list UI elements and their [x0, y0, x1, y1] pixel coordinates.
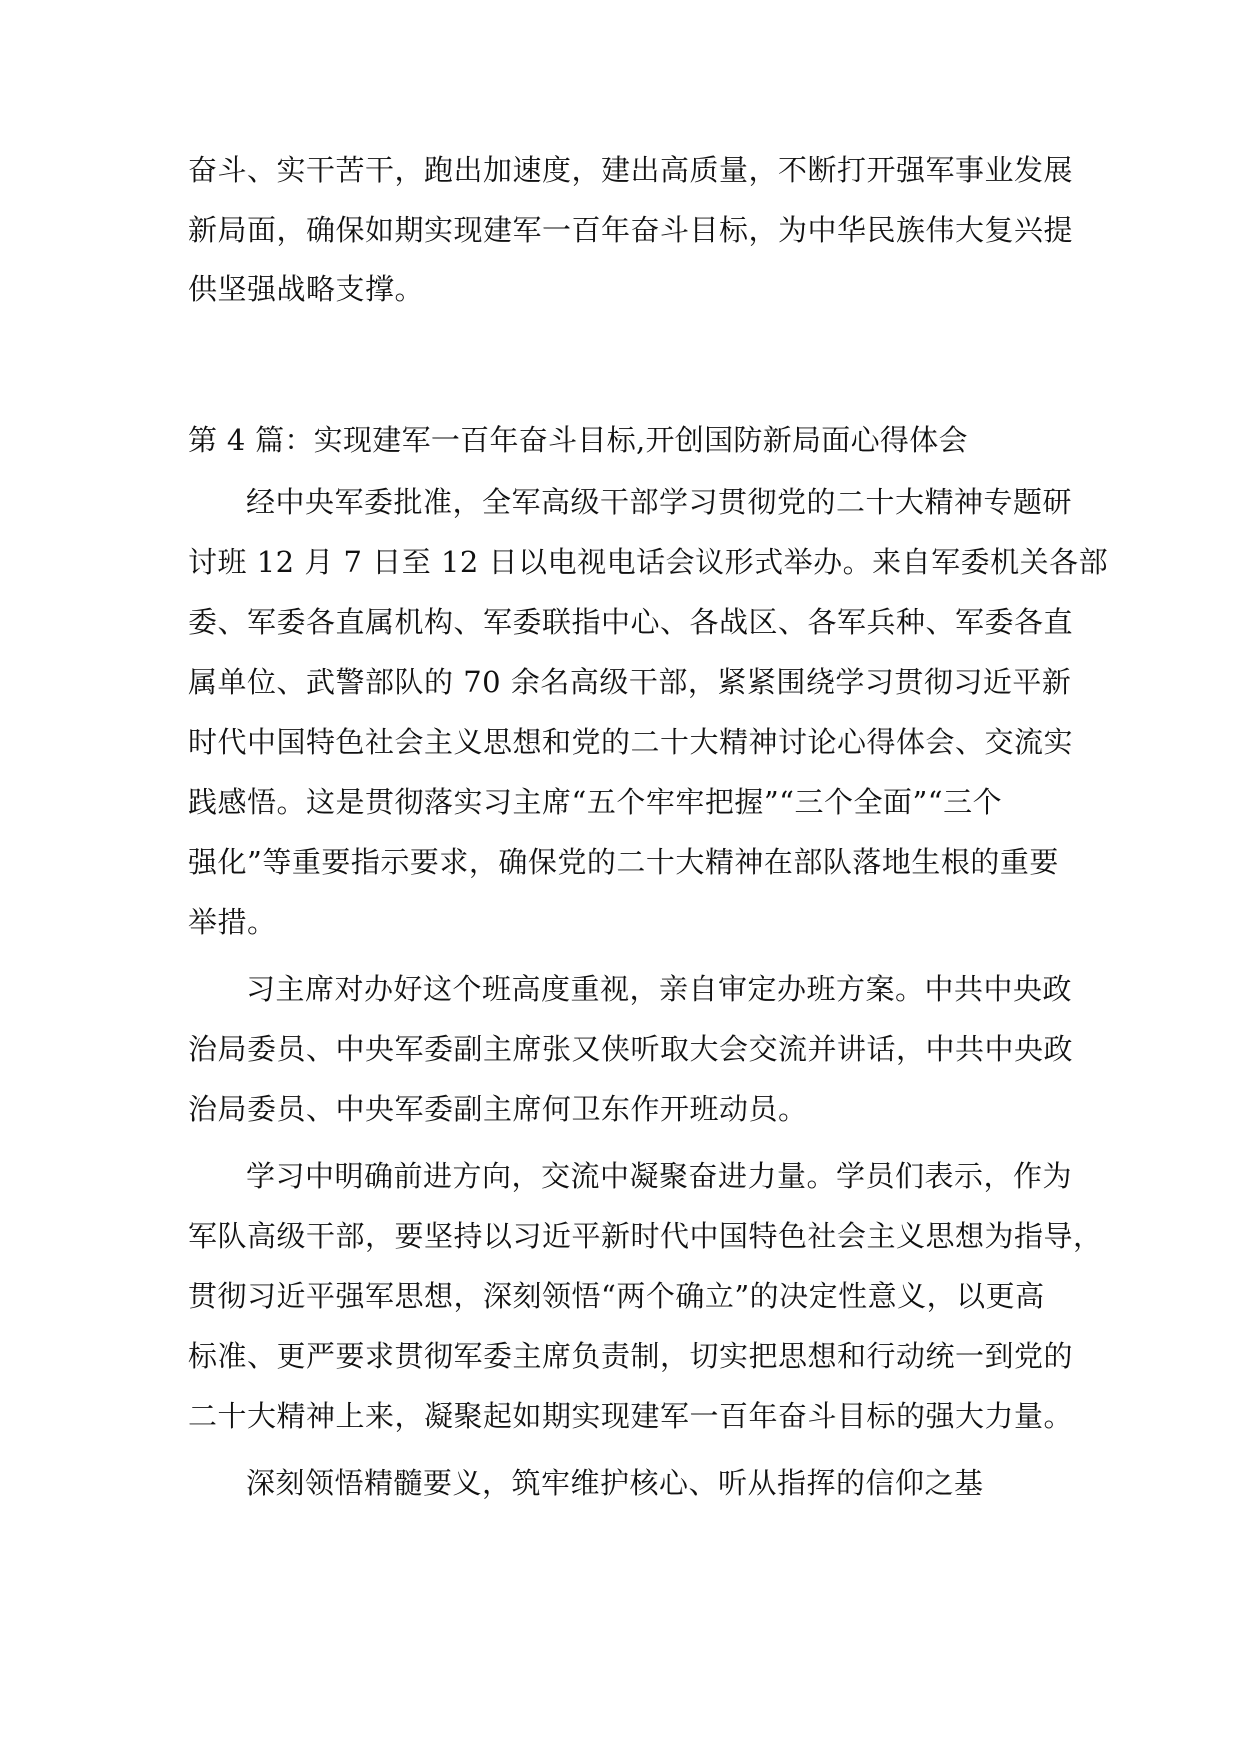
text-line: 贯彻习近平强军思想，深刻领悟“两个确立”的决定性意义，以更高 — [188, 1279, 1045, 1313]
text-line: 标准、更严要求贯彻军委主席负责制，切实把思想和行动统一到党的 — [188, 1339, 1074, 1373]
article-heading: 第 4 篇：实现建军一百年奋斗目标,开创国防新局面心得体会 — [188, 423, 968, 457]
text-line: 学习中明确前进方向，交流中凝聚奋进力量。学员们表示，作为 — [246, 1159, 1073, 1193]
text-line: 强化”等重要指示要求，确保党的二十大精神在部队落地生根的重要 — [188, 845, 1059, 879]
text-line: 委、军委各直属机构、军委联指中心、各战区、各军兵种、军委各直 — [188, 605, 1074, 639]
text-line: 军队高级干部，要坚持以习近平新时代中国特色社会主义思想为指导， — [188, 1219, 1103, 1253]
text-line: 治局委员、中央军委副主席何卫东作开班动员。 — [188, 1092, 808, 1126]
text-line: 经中央军委批准，全军高级干部学习贯彻党的二十大精神专题研 — [246, 485, 1073, 519]
text-line: 治局委员、中央军委副主席张又侠听取大会交流并讲话，中共中央政 — [188, 1032, 1074, 1066]
text-line: 举措。 — [188, 905, 277, 939]
text-line: 供坚强战略支撑。 — [188, 272, 425, 306]
text-line: 践感悟。这是贯彻落实习主席“五个牢牢把握”“三个全面”“三个 — [188, 785, 1003, 819]
text-line: 二十大精神上来，凝聚起如期实现建军一百年奋斗目标的强大力量。 — [188, 1399, 1074, 1433]
text-line: 属单位、武警部队的 70 余名高级干部，紧紧围绕学习贯彻习近平新 — [188, 665, 1072, 699]
text-line: 新局面，确保如期实现建军一百年奋斗目标，为中华民族伟大复兴提 — [188, 213, 1074, 247]
text-line: 讨班 12 月 7 日至 12 日以电视电话会议形式举办。来自军委机关各部 — [188, 545, 1109, 579]
text-line: 奋斗、实干苦干，跑出加速度，建出高质量，不断打开强军事业发展 — [188, 153, 1074, 187]
text-line: 时代中国特色社会主义思想和党的二十大精神讨论心得体会、交流实 — [188, 725, 1074, 759]
text-line: 深刻领悟精髓要义，筑牢维护核心、听从指挥的信仰之基 — [246, 1466, 984, 1500]
text-line: 习主席对办好这个班高度重视，亲自审定办班方案。中共中央政 — [246, 972, 1073, 1006]
